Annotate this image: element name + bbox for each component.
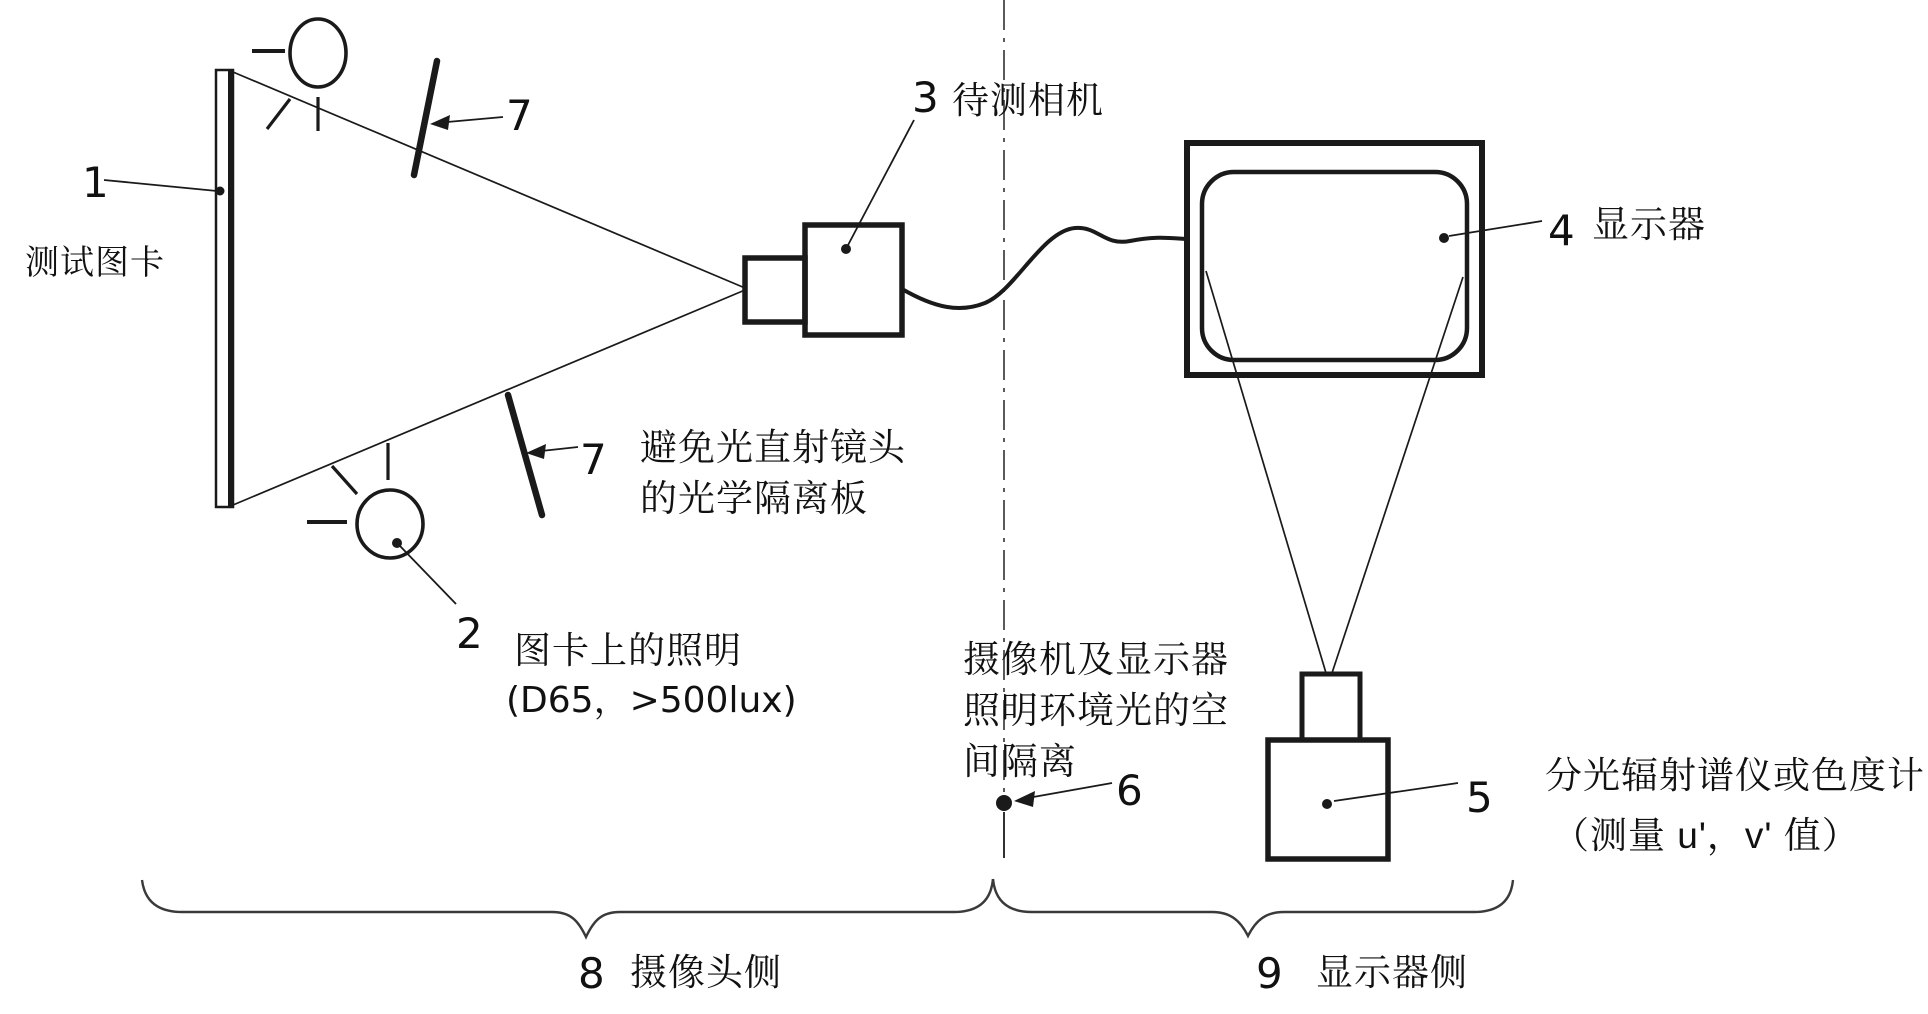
lamp-top-tick-left xyxy=(267,99,290,129)
arrow-line-6 xyxy=(1022,783,1112,799)
label-illumination-spec: (D65，>500lux) xyxy=(506,680,797,721)
callout-number-5: 5 xyxy=(1466,773,1493,822)
arrowhead-7-top xyxy=(430,115,450,130)
label-display: 显示器 xyxy=(1592,204,1706,245)
display-bezel xyxy=(1187,143,1482,375)
isolation-point-dot xyxy=(996,795,1012,811)
camera-lens xyxy=(745,258,805,322)
callout-number-1: 1 xyxy=(82,158,109,207)
camera-body xyxy=(805,225,902,335)
measure-cone-left-line xyxy=(1206,271,1326,673)
callout-number-7-bottom: 7 xyxy=(580,435,607,484)
arrowhead-7-bottom xyxy=(526,444,546,459)
label-display-side: 显示器侧 xyxy=(1316,952,1468,993)
callout-number-9: 9 xyxy=(1256,949,1283,998)
label-chart-illumination: 图卡上的照明 xyxy=(514,630,742,671)
leader-dot-1 xyxy=(216,187,225,196)
label-isolation-line3: 间隔离 xyxy=(963,741,1077,782)
arrowhead-6 xyxy=(1014,791,1035,807)
leader-dot-5 xyxy=(1322,799,1332,809)
lamp-bottom-icon xyxy=(357,490,423,558)
label-camera-under-test: 待测相机 xyxy=(952,80,1104,121)
label-isolation-line2: 照明环境光的空 xyxy=(963,690,1229,731)
leader-dot-4 xyxy=(1439,233,1449,243)
callout-number-7-top: 7 xyxy=(506,91,533,140)
label-test-chart: 测试图卡 xyxy=(25,244,165,282)
leader-line-4 xyxy=(1449,221,1542,236)
leader-line-1 xyxy=(104,180,217,191)
label-baffle-line2: 的光学隔离板 xyxy=(640,478,868,519)
camera-display-cable xyxy=(902,228,1187,308)
label-isolation-line1: 摄像机及显示器 xyxy=(963,639,1229,680)
brace-display-side xyxy=(993,879,1513,936)
callout-number-6: 6 xyxy=(1116,766,1143,815)
fov-cone-bottom-line xyxy=(233,290,745,505)
callout-number-8: 8 xyxy=(578,949,605,998)
leader-dot-3 xyxy=(841,244,851,254)
lamp-bottom-tick-left xyxy=(332,466,357,494)
lamp-top-icon xyxy=(290,19,346,87)
label-camera-side: 摄像头侧 xyxy=(630,952,782,993)
callout-number-2: 2 xyxy=(456,609,483,658)
fov-cone-top-line xyxy=(233,72,745,288)
leader-line-2 xyxy=(400,546,456,604)
measure-cone-right-line xyxy=(1332,277,1463,673)
callout-number-3: 3 xyxy=(912,73,939,122)
baffle-plate-top xyxy=(414,61,437,175)
colorimeter-lens xyxy=(1302,674,1360,740)
label-baffle-line1: 避免光直射镜头 xyxy=(640,427,906,468)
display-screen xyxy=(1202,172,1467,360)
label-colorimeter: 分光辐射谱仪或色度计 xyxy=(1545,755,1925,796)
label-colorimeter-measure: （测量 u'，v' 值） xyxy=(1552,815,1860,856)
callout-number-4: 4 xyxy=(1548,206,1575,255)
leader-line-5 xyxy=(1334,783,1458,801)
brace-camera-side xyxy=(142,879,993,937)
